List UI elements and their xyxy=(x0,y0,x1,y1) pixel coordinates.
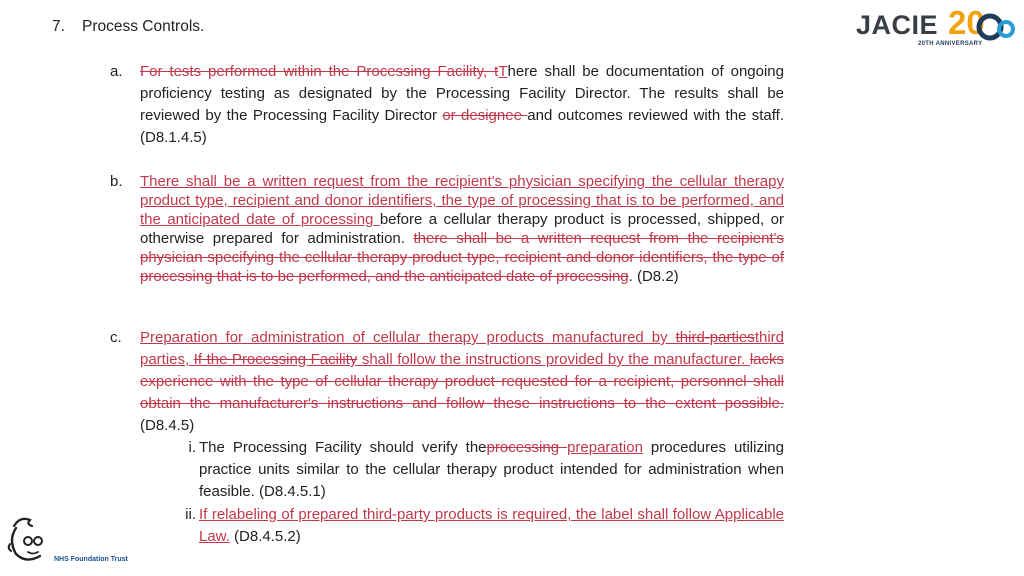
section-number: 7. xyxy=(52,18,65,35)
inserted-text: shall follow the instructions provided by the manufacturer. xyxy=(357,351,750,368)
inserted-text: There shall be a written request from the recipient's physician specifying the cellular therapy product type, recipient and donor identifiers, the type of processing that is to be performed, and the anticipated date of processing xyxy=(140,173,784,228)
anniversary-rings-icon xyxy=(968,10,1018,44)
item-body xyxy=(140,61,784,149)
deleted-text: For tests performed within the Processing Facility, t xyxy=(140,63,499,80)
item-body xyxy=(140,327,784,437)
inserted-text: If relabeling of prepared third-party products is required, the label shall follow Applicable Law. xyxy=(199,506,784,545)
item-marker: c. xyxy=(110,329,122,346)
child-face-icon xyxy=(6,514,52,566)
list-item-b xyxy=(110,172,784,286)
nhs-trust-logo xyxy=(6,514,146,570)
inserted-text: third parties, xyxy=(140,329,784,368)
inserted-text: Preparation for administration of cellular therapy products manufactured by xyxy=(140,329,676,346)
item-body xyxy=(140,172,784,286)
body-text: here shall be documentation of ongoing proficiency testing as designated by the Processing Facility Director. The results shall be reviewed by the Processing Facility Director xyxy=(140,63,784,124)
section-heading xyxy=(52,18,204,36)
deleted-text: processing xyxy=(486,439,568,456)
inserted-text: T xyxy=(498,63,508,80)
deleted-text: there shall be a written request from the recipient's physician specifying the cellular therapy product type, recipient and donor identifiers, the type of processing that is to be performed, and the anticipated date of processing xyxy=(140,230,784,285)
twenty-mark: 20 xyxy=(948,4,985,41)
inserted-text: preparation xyxy=(567,439,643,456)
body-text: before a cellular therapy product is processed, shipped, or otherwise prepared for administration. xyxy=(140,211,784,247)
deleted-text: third-parties xyxy=(675,329,755,346)
section-title: Process Controls. xyxy=(82,18,205,35)
item-body xyxy=(199,504,784,548)
item-marker: b. xyxy=(110,173,123,190)
jacie-logo xyxy=(856,6,1020,48)
body-text: and outcomes reviewed with the staff. (D8.1.4.5) xyxy=(140,107,784,146)
list-item-c xyxy=(110,327,784,437)
trust-name: NHS Foundation Trust xyxy=(54,556,128,563)
deleted-text: or designee xyxy=(442,107,528,124)
body-text: procedures utilizing practice units similar to the cellular therapy product intended for administration when feasible. (D8.4.5.1) xyxy=(199,439,784,500)
item-marker: i. xyxy=(188,439,196,456)
sub-item-i xyxy=(170,437,784,503)
body-text: (D8.4.5.2) xyxy=(229,528,301,545)
list-item-a xyxy=(110,61,784,149)
deleted-text: If the Processing Facility xyxy=(193,351,358,368)
anniversary-text: 20TH ANNIVERSARY xyxy=(918,41,983,47)
deleted-text: lacks experience with the type of cellular therapy product requested for a recipient, personnel shall obtain the manufacturer's instructions and follow these instructions to the extent possible. xyxy=(140,351,785,412)
sub-item-ii xyxy=(170,504,784,548)
body-text: The Processing Facility should verify the xyxy=(199,439,487,456)
item-body xyxy=(199,437,784,503)
body-text: (D8.4.5) xyxy=(140,417,195,434)
item-marker: ii. xyxy=(185,506,196,523)
jacie-wordmark: JACIE xyxy=(856,10,939,40)
body-text: . (D8.2) xyxy=(628,268,679,285)
item-marker: a. xyxy=(110,63,123,80)
